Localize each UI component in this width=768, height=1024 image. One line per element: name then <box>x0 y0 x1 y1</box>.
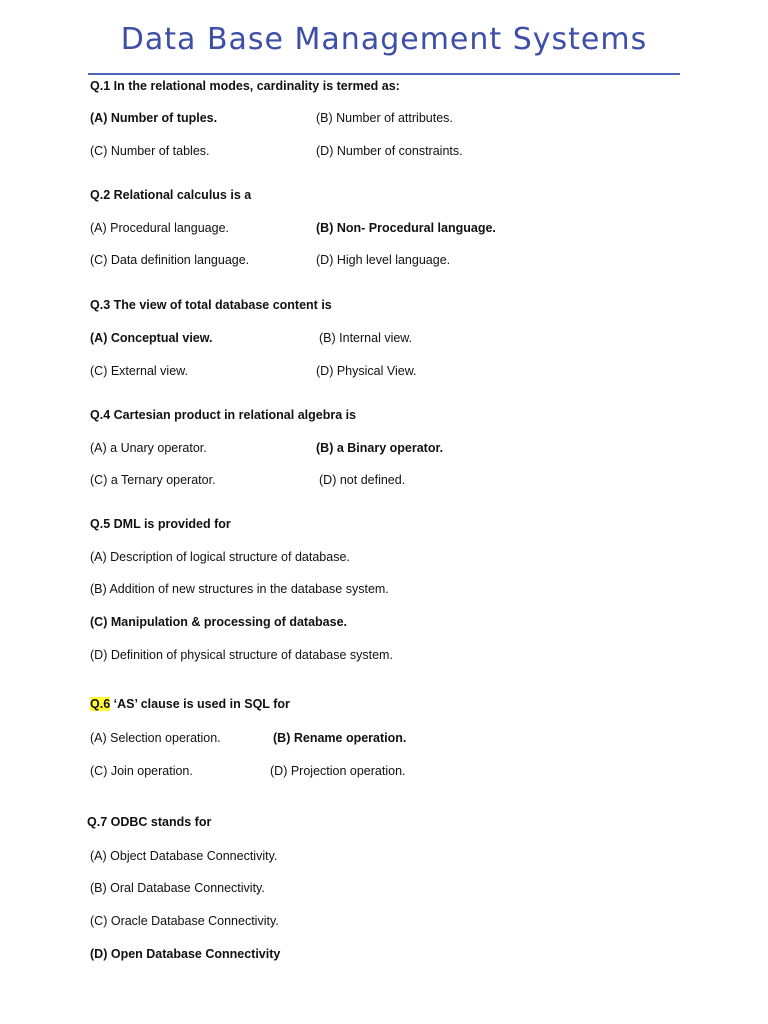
q5-option-c: (C) Manipulation & processing of database. <box>90 615 347 629</box>
q2-option-a: (A) Procedural language. <box>90 221 229 235</box>
q5-option-d: (D) Definition of physical structure of database system. <box>90 648 393 662</box>
q7-option-a: (A) Object Database Connectivity. <box>90 849 278 863</box>
q4-option-c: (C) a Ternary operator. <box>90 473 216 487</box>
q4-option-d: (D) not defined. <box>319 473 406 487</box>
q5-option-a: (A) Description of logical structure of database. <box>90 550 350 564</box>
q3-option-b: (B) Internal view. <box>319 331 413 345</box>
question-number-highlight: Q.6 <box>90 697 111 711</box>
q7-option-d: (D) Open Database Connectivity <box>90 947 281 961</box>
q1-option-d: (D) Number of constraints. <box>316 144 463 158</box>
question-2: Q.2 Relational calculus is a <box>90 188 252 202</box>
question-4: Q.4 Cartesian product in relational algebra is <box>90 408 357 422</box>
page-title: Data Base Management Systems <box>120 22 648 57</box>
q6-option-b: (B) Rename operation. <box>273 731 407 745</box>
q6-option-c: (C) Join operation. <box>90 764 193 778</box>
q6-option-a: (A) Selection operation. <box>90 731 221 745</box>
q6-option-d: (D) Projection operation. <box>270 764 406 778</box>
q4-option-a: (A) a Unary operator. <box>90 441 207 455</box>
q1-option-b: (B) Number of attributes. <box>316 111 453 125</box>
q7-option-c: (C) Oracle Database Connectivity. <box>90 914 279 928</box>
q2-option-c: (C) Data definition language. <box>90 253 250 267</box>
q1-option-a: (A) Number of tuples. <box>90 111 218 125</box>
q3-option-d: (D) Physical View. <box>316 364 417 378</box>
q7-option-b: (B) Oral Database Connectivity. <box>90 881 265 895</box>
q2-option-d: (D) High level language. <box>316 253 451 267</box>
q4-option-b: (B) a Binary operator. <box>316 441 444 455</box>
q1-option-c: (C) Number of tables. <box>90 144 210 158</box>
question-5: Q.5 DML is provided for <box>90 517 231 531</box>
question-7: Q.7 ODBC stands for <box>87 815 212 829</box>
q3-option-c: (C) External view. <box>90 364 188 378</box>
q3-option-a: (A) Conceptual view. <box>90 331 213 345</box>
q2-option-b: (B) Non- Procedural language. <box>316 221 496 235</box>
question-3: Q.3 The view of total database content is <box>90 298 332 312</box>
question-6: Q.6 ‘AS’ clause is used in SQL for <box>90 697 290 711</box>
q5-option-b: (B) Addition of new structures in the database system. <box>90 582 389 596</box>
title-underline <box>88 73 680 75</box>
question-1: Q.1 In the relational modes, cardinality is termed as: <box>90 79 400 93</box>
